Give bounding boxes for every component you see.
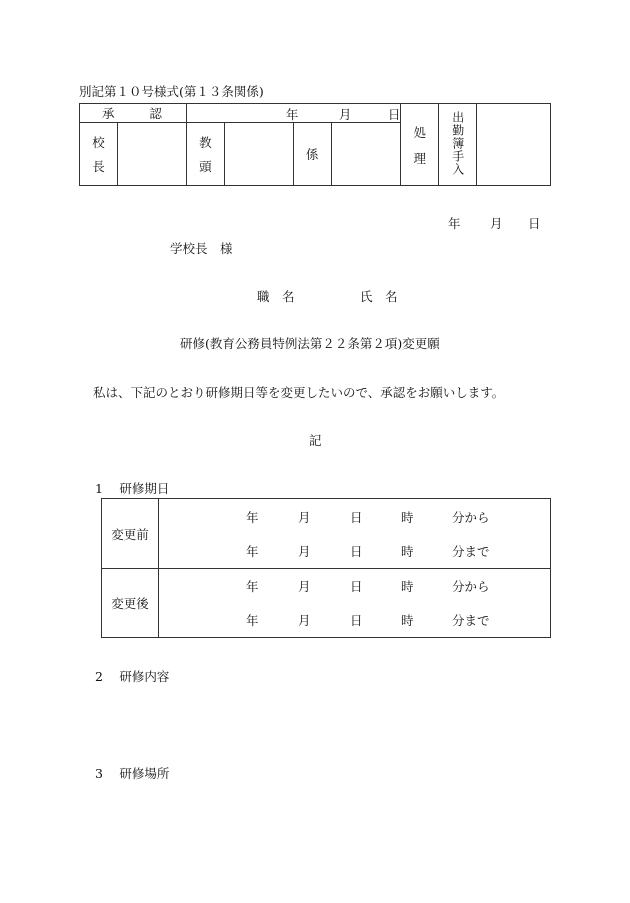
before-start-hour: 時: [401, 509, 414, 525]
after-change-label: 変更後: [111, 596, 149, 611]
after-change-label-cell: [102, 569, 159, 638]
principal-label-cell: [80, 123, 118, 186]
date-month: 月: [338, 107, 352, 122]
date-year: 年: [285, 107, 299, 122]
attendance-book-label: 出勤簿手入: [450, 110, 465, 176]
applicant-name-label: 氏 名: [360, 289, 398, 304]
processing-char-2: 理: [413, 150, 427, 166]
clerk-label: 係: [305, 147, 319, 162]
principal-stamp-cell: [117, 123, 186, 186]
approval-table: [79, 103, 551, 186]
after-end-hour: 時: [401, 613, 414, 628]
before-start-day: 日: [350, 509, 363, 525]
date-day: 日: [387, 107, 401, 122]
body-text: 私は、下記のとおり研修期日等を変更したいので、承認をお願いします。: [93, 385, 505, 400]
document-title: 研修(教育公務員特例法第２２条第２項)変更願: [180, 336, 440, 351]
after-end-day: 日: [350, 613, 363, 628]
vice-principal-label-cell: [186, 123, 224, 186]
date-line-year: 年: [448, 216, 461, 231]
before-start-month: 月: [298, 509, 311, 525]
after-start-hour: 時: [401, 579, 414, 594]
section2-label: 2 研修内容: [95, 669, 170, 684]
after-change-start: [159, 577, 550, 595]
before-start-minute: 分から: [452, 509, 490, 525]
before-end-day: 日: [350, 543, 363, 559]
before-end-month: 月: [298, 543, 311, 559]
form-header: 別記第１０号様式(第１３条関係): [79, 84, 264, 99]
before-change-start: [159, 508, 550, 526]
clerk-stamp-cell: [331, 123, 401, 186]
vice-principal-char-1: 教: [199, 135, 212, 150]
addressee: 学校長 様: [170, 241, 233, 256]
after-start-month: 月: [298, 579, 311, 594]
after-start-day: 日: [350, 579, 363, 594]
approval-header: [80, 104, 187, 123]
processing-char-1: 処: [413, 124, 427, 140]
before-end-minute: 分まで: [452, 543, 490, 559]
attendance-book-cell: [439, 104, 477, 186]
principal-char-2: 長: [92, 159, 105, 174]
before-change-label-cell: [102, 499, 159, 569]
approval-char-2: 認: [149, 106, 162, 121]
before-change-period-cell: [159, 499, 551, 569]
before-change-label: 変更前: [111, 526, 149, 542]
section1-label: 1 研修期日: [95, 481, 170, 496]
date-line-month: 月: [490, 216, 503, 231]
processing-cell: [401, 104, 439, 186]
ki-label: 記: [309, 433, 322, 448]
period-table: [101, 498, 551, 638]
after-end-month: 月: [298, 613, 311, 628]
date-line: [0, 214, 630, 230]
principal-char-1: 校: [92, 135, 105, 150]
before-change-end: [159, 542, 550, 560]
section3-label: 3 研修場所: [95, 766, 170, 781]
approval-date-header: [186, 104, 400, 123]
before-end-year: 年: [246, 543, 259, 559]
after-end-minute: 分まで: [452, 613, 490, 628]
vice-principal-stamp-cell: [224, 123, 293, 186]
approval-char-1: 承: [102, 106, 115, 121]
applicant-position-label: 職 名: [257, 289, 295, 304]
attendance-book-stamp-cell: [477, 104, 551, 186]
before-end-hour: 時: [401, 543, 414, 559]
vice-principal-char-2: 頭: [199, 159, 212, 174]
after-start-year: 年: [246, 579, 259, 594]
after-change-period-cell: [159, 569, 551, 638]
after-change-end: [159, 611, 550, 629]
date-line-day: 日: [528, 216, 541, 231]
before-start-year: 年: [246, 509, 259, 525]
after-start-minute: 分から: [452, 579, 490, 594]
clerk-label-cell: [293, 123, 331, 186]
after-end-year: 年: [246, 613, 259, 628]
